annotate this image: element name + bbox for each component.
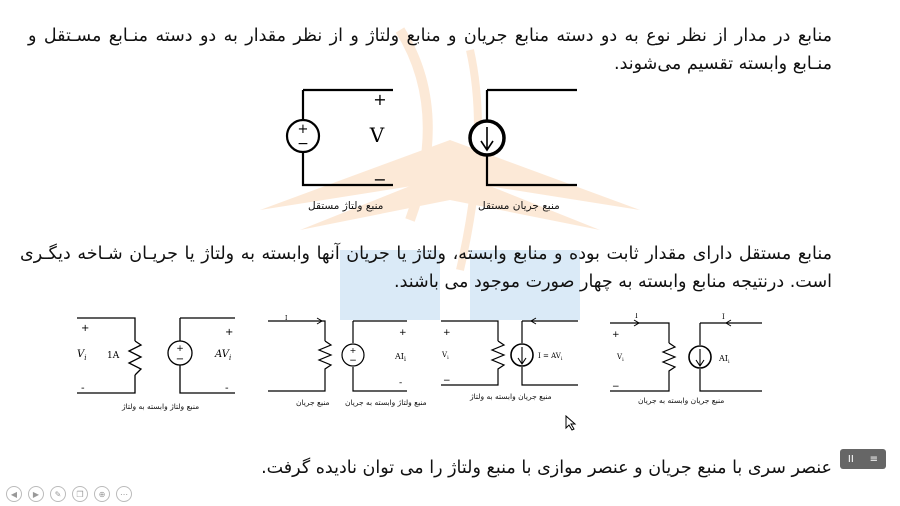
intro-paragraph: منابع در مدار از نظر نوع به دو دسته منابع جریان و منابع ولتاژ و از نظر مقدار به دو دسته منـابع مسـتقل و منـابع وابسته تقسیم می‌شوند. — [28, 26, 832, 74]
cccs-caption: منبع جریان وابسته به جریان — [638, 396, 725, 405]
voltage-label: V — [369, 123, 385, 147]
svg-text:−: − — [612, 382, 620, 392]
svg-text:+: + — [443, 328, 451, 338]
pen-icon[interactable]: ✎ — [50, 486, 66, 502]
svg-text:AIi: $AI_i$ — [395, 352, 406, 363]
vccs-diagram — [438, 313, 583, 393]
ccvs-caption-a: منبع ولتاژ وابسته به جریان — [345, 398, 427, 407]
svg-text:−: − — [175, 354, 185, 365]
svg-text:I: I — [635, 313, 638, 320]
ccvs-diagram — [265, 313, 415, 398]
svg-text:-: - — [225, 383, 229, 394]
svg-text:+: + — [349, 346, 357, 355]
svg-text:-: - — [81, 383, 85, 394]
svg-text:+: + — [225, 327, 234, 338]
vcvs-caption: منبع ولتاژ وابسته به ولتاژ — [122, 402, 200, 411]
svg-text:+: + — [612, 330, 620, 340]
dependent-sources-paragraph: منابع مستقل دارای مقدار ثابت بوده و منابع وابسته، ولتاژ یا جریان آنها وابسته به ولتاژ یا جریـان شـاخه دیگـری است. درنتیجه منابع وابسته به چهار صورت موجود می باشند. — [20, 244, 832, 292]
cccs-diagram — [607, 313, 767, 398]
more-icon[interactable]: ⋯ — [116, 486, 132, 502]
svg-text:−: − — [297, 136, 309, 152]
player-toolbar — [6, 486, 132, 502]
menu-icon[interactable]: ≡ — [869, 453, 879, 465]
current-source-caption: منبع جریان مستقل — [478, 200, 560, 212]
svg-text:Vi: $V_i$ — [442, 351, 449, 361]
ccvs-caption-b: منبع جریان — [296, 398, 330, 407]
svg-text:Vi: $V_i$ — [617, 353, 624, 363]
svg-text:-: - — [399, 378, 403, 388]
svg-text:−: − — [443, 376, 451, 386]
voltage-source-caption: منبع ولتاژ مستقل — [308, 200, 384, 212]
svg-text:+: + — [297, 122, 309, 137]
svg-text:+: + — [399, 328, 407, 338]
svg-text:I: I — [722, 313, 725, 321]
svg-text:Vi: $V_i$ — [77, 349, 87, 362]
vcvs-diagram — [75, 313, 250, 398]
vccs-caption: منبع جریان وابسته به ولتاژ — [470, 392, 552, 401]
svg-text:AIi: $AI_i$ — [719, 354, 730, 365]
svg-text:+: + — [176, 344, 184, 354]
svg-text:I = AVi: $I = AV_i$ — [538, 352, 563, 362]
plus-sign: + — [373, 90, 387, 109]
svg-text:AVi: $AV_i$ — [215, 349, 232, 362]
pause-button[interactable]: II — [847, 453, 854, 465]
svg-text:1A: 1A — [107, 351, 120, 361]
previous-icon[interactable]: ◀ — [6, 486, 22, 502]
svg-text:−: − — [349, 356, 357, 366]
copy-icon[interactable]: ❐ — [72, 486, 88, 502]
independent-voltage-source-diagram — [285, 85, 405, 195]
minus-sign: − — [373, 170, 387, 189]
independent-current-source-diagram — [465, 85, 585, 195]
next-icon[interactable]: ▶ — [28, 486, 44, 502]
closing-paragraph: عنصر سری با منبع جریان و عنصر موازی با منبع ولتاژ را می توان نادیده گرفت. — [261, 458, 832, 478]
svg-text:+: + — [81, 323, 90, 334]
svg-text:I: I — [285, 315, 288, 322]
mouse-cursor-icon — [565, 415, 577, 431]
player-controls — [840, 449, 886, 469]
zoom-icon[interactable]: ⊕ — [94, 486, 110, 502]
